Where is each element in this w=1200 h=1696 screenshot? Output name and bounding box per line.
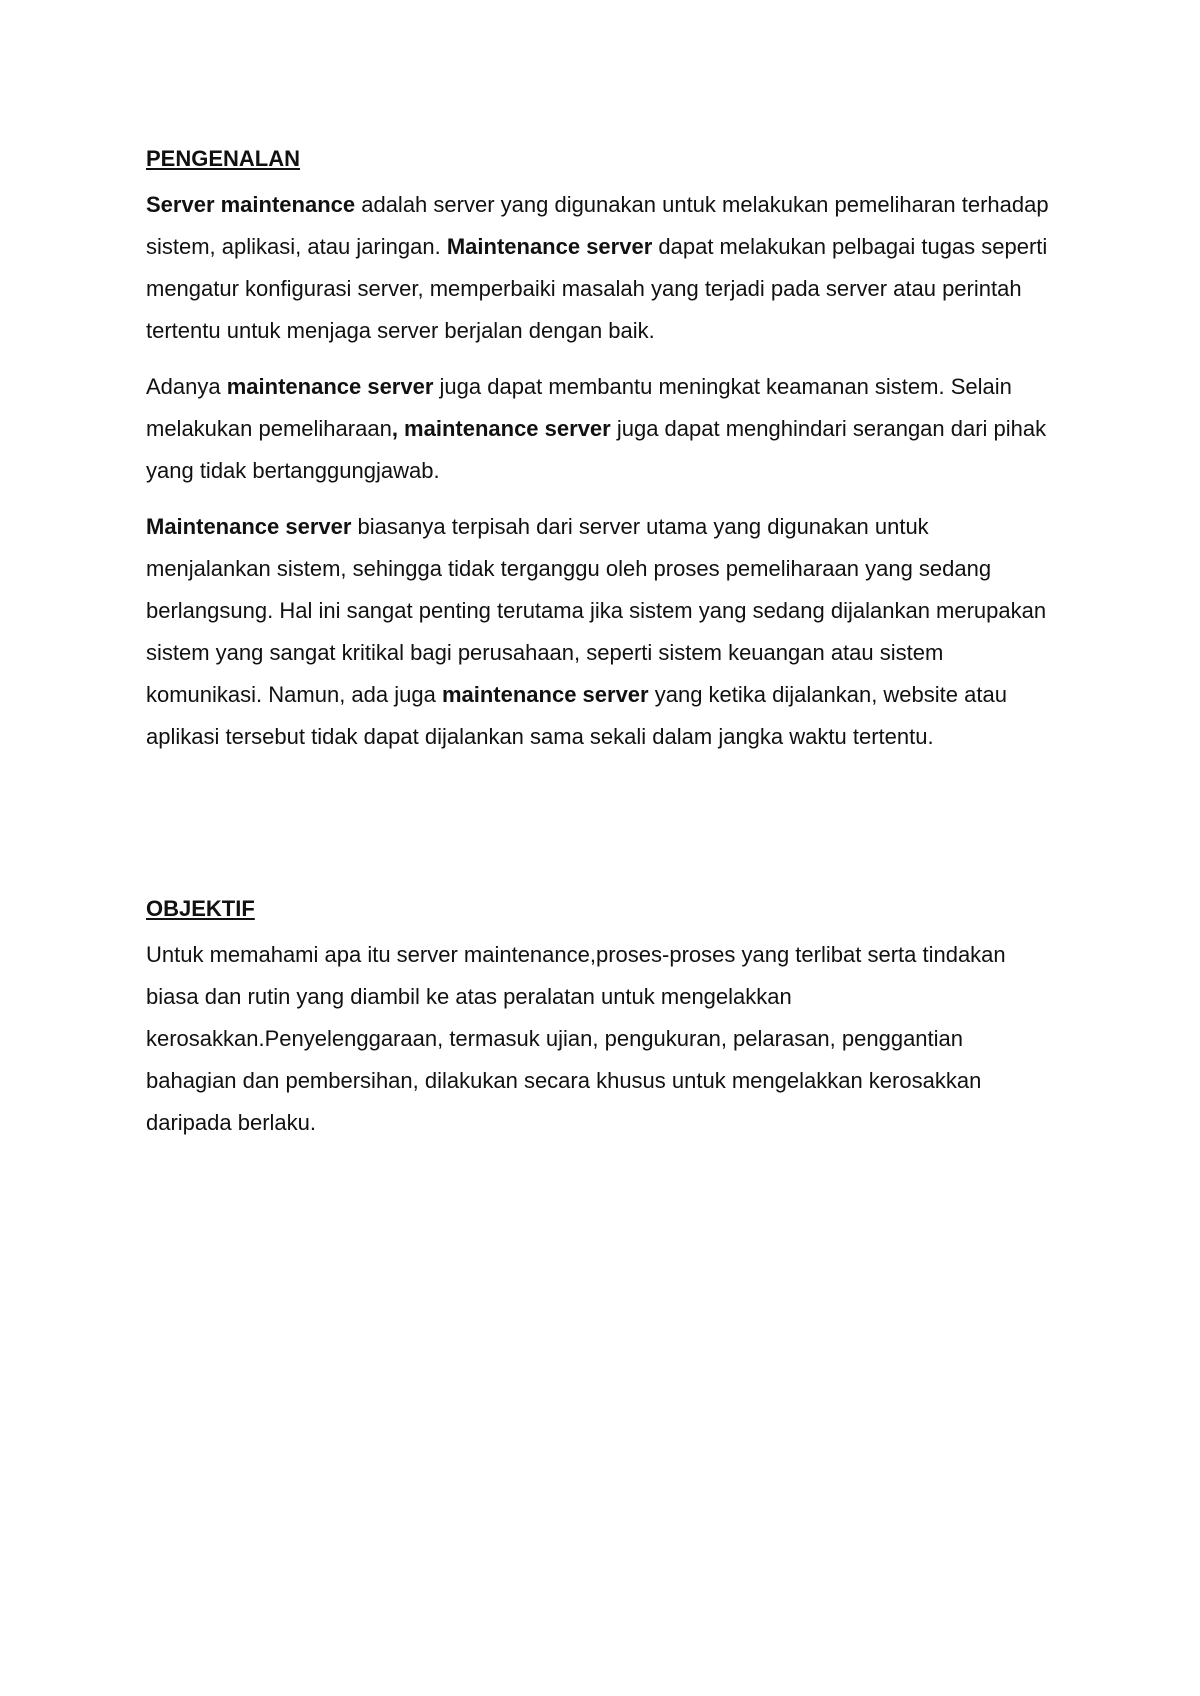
paragraph-text: yang ketika dijalankan, website atau aplikasi tersebut tidak dapat dijalankan sama sekali dalam jangka waktu tertentu. xyxy=(146,682,1007,749)
paragraph-text: Untuk memahami apa itu server maintenance,proses-proses yang terlibat serta tindakan biasa dan rutin yang diambil ke atas peralatan untuk mengelakkan kerosakkan.Penyelenggaraan, termasuk ujian, pengukuran, pelarasan, penggantian bahagian dan pembersihan, dilakukan secara khusus untuk mengelakkan kerosakkan daripada berlaku. xyxy=(146,942,1006,1135)
document-page xyxy=(146,142,1056,1158)
section-heading: PENGENALAN xyxy=(146,146,301,171)
paragraph-text: adalah server yang digunakan untuk melakukan pemeliharan terhadap sistem, aplikasi, atau jaringan. xyxy=(146,192,1049,259)
paragraph-text: biasanya terpisah dari server utama yang digunakan untuk menjalankan sistem, sehingga tidak terganggu oleh proses pemeliharaan yang sedang berlangsung. Hal ini sangat penting terutama jika sistem yang sedang dijalankan merupakan sistem yang sangat kritikal bagi perusahaan, seperti sistem keuangan atau sistem komunikasi. Namun, ada juga xyxy=(146,514,1047,707)
bold-term: Server maintenance xyxy=(146,192,356,217)
section-spacer xyxy=(146,772,1056,892)
bold-term: maintenance server xyxy=(226,374,434,399)
bold-term: Maintenance server xyxy=(446,234,653,259)
paragraph xyxy=(146,366,1056,492)
section-heading: OBJEKTIF xyxy=(146,896,255,921)
bold-term: , maintenance server xyxy=(391,416,611,441)
section-objektif xyxy=(146,892,1056,1144)
bold-term: Maintenance server xyxy=(146,514,352,539)
paragraph-text: dapat melakukan pelbagai tugas seperti mengatur konfigurasi server, memperbaiki masalah yang terjadi pada server atau perintah tertentu untuk menjaga server berjalan dengan baik. xyxy=(146,234,1048,343)
bold-term: maintenance server xyxy=(441,682,649,707)
paragraph xyxy=(146,506,1056,758)
section-pengenalan xyxy=(146,142,1056,758)
paragraph-text: Adanya xyxy=(146,374,227,399)
paragraph-text: juga dapat membantu meningkat keamanan sistem. Selain melakukan pemeliharaan xyxy=(146,374,1012,441)
paragraph-text: juga dapat menghindari serangan dari pihak yang tidak bertanggungjawab. xyxy=(146,416,1047,483)
paragraph xyxy=(146,184,1056,352)
paragraph xyxy=(146,934,1056,1144)
